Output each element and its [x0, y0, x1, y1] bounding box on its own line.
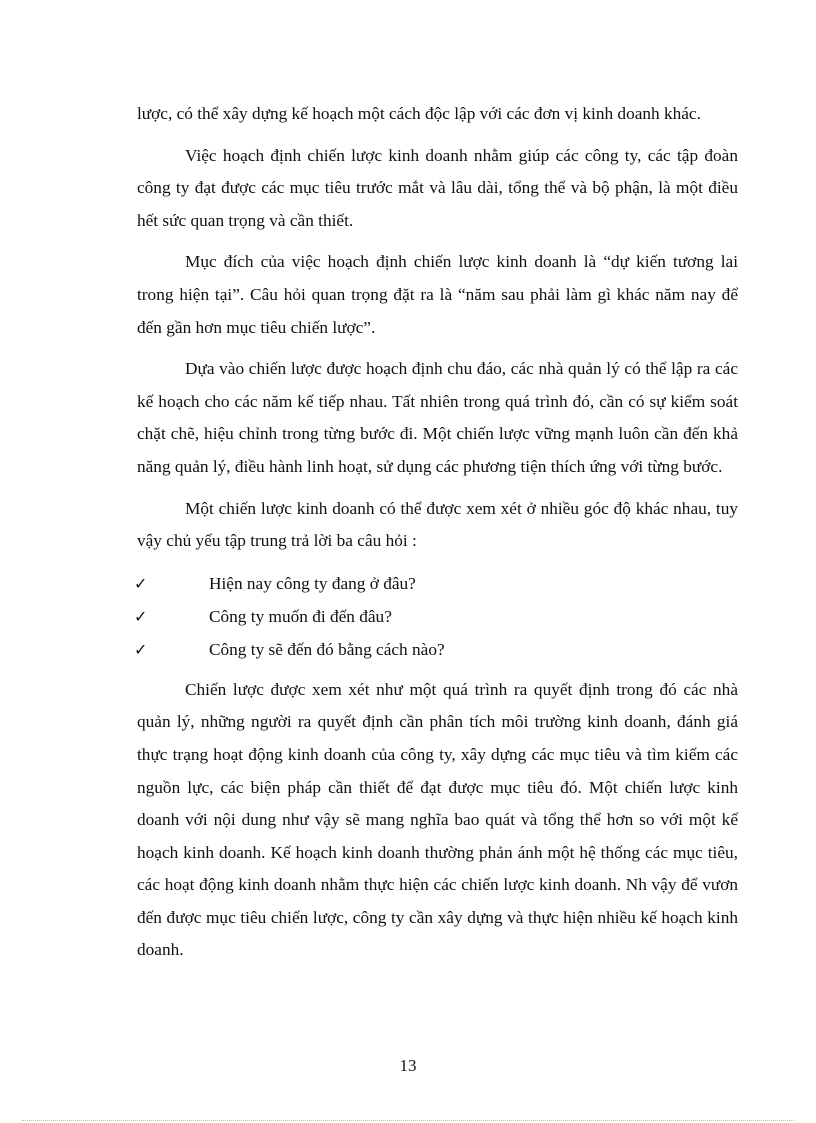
paragraph: Dựa vào chiến lược được hoạch định chu đáo, các nhà quản lý có thể lập ra các kế hoạch cho các năm kế tiếp nhau. Tất nhiên trong quá trình đó, cần có sự kiểm soát chặt chẽ, hiệu chỉnh trong từng bước đi. Một chiến lược vững mạnh luôn cần đến khả năng quản lý, điều hành linh hoạt, sử dụng các phương tiện thích ứng với từng bước.	[137, 359, 738, 476]
list-item-text: Công ty sẽ đến đó bằng cách nào?	[209, 639, 445, 659]
body-text	[134, 98, 738, 976]
list-item-text: Công ty muốn đi đến đâu?	[209, 606, 392, 626]
paragraph: Một chiến lược kinh doanh có thể được xem xét ở nhiều góc độ khác nhau, tuy vậy chủ yếu tập trung trả lời ba câu hỏi :	[137, 498, 738, 551]
checkmark-icon: ✓	[134, 573, 148, 593]
list-item	[134, 567, 738, 600]
question-checklist	[134, 567, 738, 666]
paragraph: Mục đích của việc hoạch định chiến lược kinh doanh là “dự kiến tương lai trong hiện tại”. Câu hỏi quan trọng đặt ra là “năm sau phải làm gì khác năm nay để đến gần hơn mục tiêu chiến lược”.	[137, 252, 738, 337]
checkmark-icon: ✓	[134, 606, 148, 626]
list-item-text: Hiện nay công ty đang ở đâu?	[209, 573, 416, 593]
page-number: 13	[399, 1056, 417, 1075]
paragraph-continuation: lược, có thể xây dựng kế hoạch một cách độc lập với các đơn vị kinh doanh khác.	[137, 104, 701, 123]
paragraph: Việc hoạch định chiến lược kinh doanh nhằm giúp các công ty, các tập đoàn công ty đạt được các mục tiêu trước mắt và lâu dài, tổng thể và bộ phận, là một điều hết sức quan trọng và cần thiết.	[137, 145, 738, 230]
list-item	[134, 600, 738, 633]
paragraph: Chiến lược được xem xét như một quá trình ra quyết định trong đó các nhà quản lý, những người ra quyết định cần phân tích môi trường kinh doanh, đánh giá thực trạng hoạt động kinh doanh của công ty, xây dựng các mục tiêu và tìm kiếm các nguồn lực, các biện pháp cần thiết để đạt được mục tiêu đó. Một chiến lược kinh doanh với nội dung như vậy sẽ mang nghĩa bao quát và tổng thể hơn so với một kế hoạch kinh doanh. Kế hoạch kinh doanh thường phản ánh một hệ thống các mục tiêu, các hoạt động kinh doanh nhằm thực hiện các chiến lược kinh doanh. Nh vậy để vươn đến được mục tiêu chiến lược, công ty cần xây dựng và thực hiện nhiều kế hoạch kinh doanh.	[137, 679, 738, 960]
page-bottom-divider	[22, 1120, 794, 1121]
checkmark-icon: ✓	[134, 639, 148, 659]
list-item	[134, 633, 738, 666]
